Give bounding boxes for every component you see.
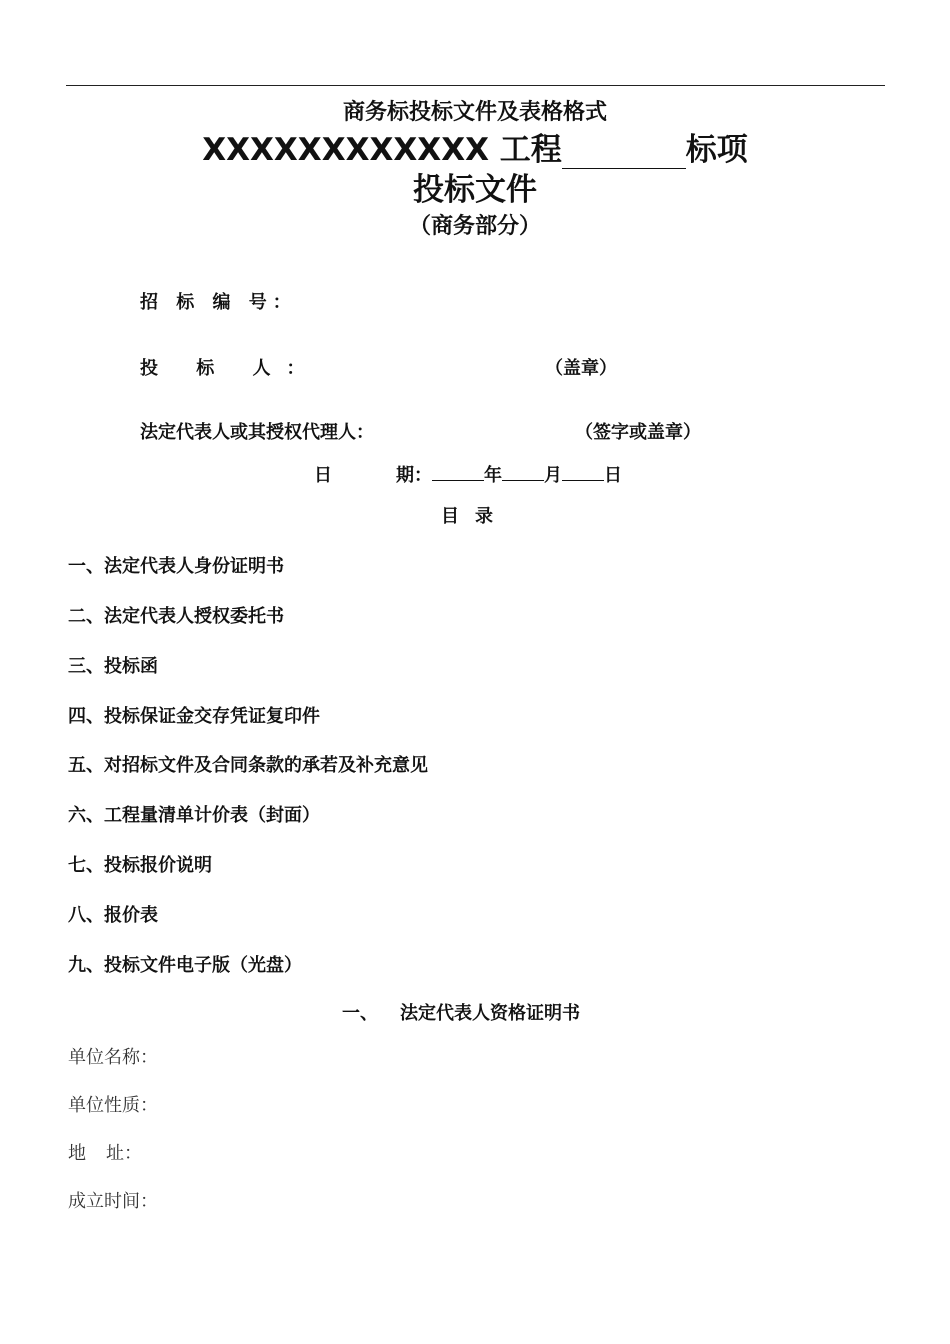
date-label-2: 期： (396, 465, 432, 486)
toc-heading-1: 目 (441, 506, 459, 527)
day-label: 日 (604, 465, 622, 486)
day-blank (562, 462, 604, 481)
unit-name-label: 单位名称： (68, 1047, 158, 1068)
tender-number-label: 招 标 编 号： (140, 292, 297, 313)
month-blank (502, 462, 544, 481)
year-label: 年 (484, 465, 502, 486)
toc-item: 九、投标文件电子版（光盘） (68, 955, 302, 976)
toc-item: 八、报价表 (68, 905, 158, 926)
date-line (314, 461, 622, 487)
toc-item: 二、法定代表人授权委托书 (68, 606, 284, 627)
section-name: 法定代表人资格证明书 (400, 1003, 580, 1024)
founded-date-label: 成立时间： (68, 1191, 158, 1212)
toc-heading (441, 502, 493, 528)
address-label (68, 1139, 142, 1165)
unit-nature-label: 单位性质： (68, 1095, 158, 1116)
section-title (342, 999, 580, 1025)
bidder-label: 投 标 人： (140, 358, 321, 379)
project-name: XXXXXXXXXXXX 工程 (202, 132, 562, 168)
header-rule (66, 85, 885, 86)
toc-item: 一、法定代表人身份证明书 (68, 556, 284, 577)
toc-item: 七、投标报价说明 (68, 855, 212, 876)
month-label: 月 (544, 465, 562, 486)
address-label-2: 址： (106, 1143, 142, 1164)
project-title (0, 124, 950, 169)
bid-document-title: 投标文件 (413, 172, 537, 208)
toc-item: 五、对招标文件及合同条款的承若及补充意见 (68, 755, 428, 776)
toc-item: 四、投标保证金交存凭证复印件 (68, 706, 320, 727)
toc-heading-2: 录 (475, 506, 493, 527)
seal-note: （盖章） (545, 358, 617, 379)
lot-label: 标项 (685, 132, 748, 168)
business-part-label: （商务部分） (408, 214, 541, 239)
document-title: 商务标投标文件及表格格式 (342, 100, 607, 125)
sign-or-seal-note: （签字或盖章） (575, 422, 701, 443)
section-number: 一、 (342, 1003, 378, 1024)
year-blank (432, 462, 484, 481)
date-label-1: 日 (314, 465, 332, 486)
toc-item: 六、工程量清单计价表（封面） (68, 805, 320, 826)
toc-item: 三、投标函 (68, 656, 158, 677)
bidder-field (140, 354, 321, 380)
address-label-1: 地 (68, 1143, 86, 1164)
legal-rep-label: 法定代表人或其授权代理人： (140, 422, 374, 443)
